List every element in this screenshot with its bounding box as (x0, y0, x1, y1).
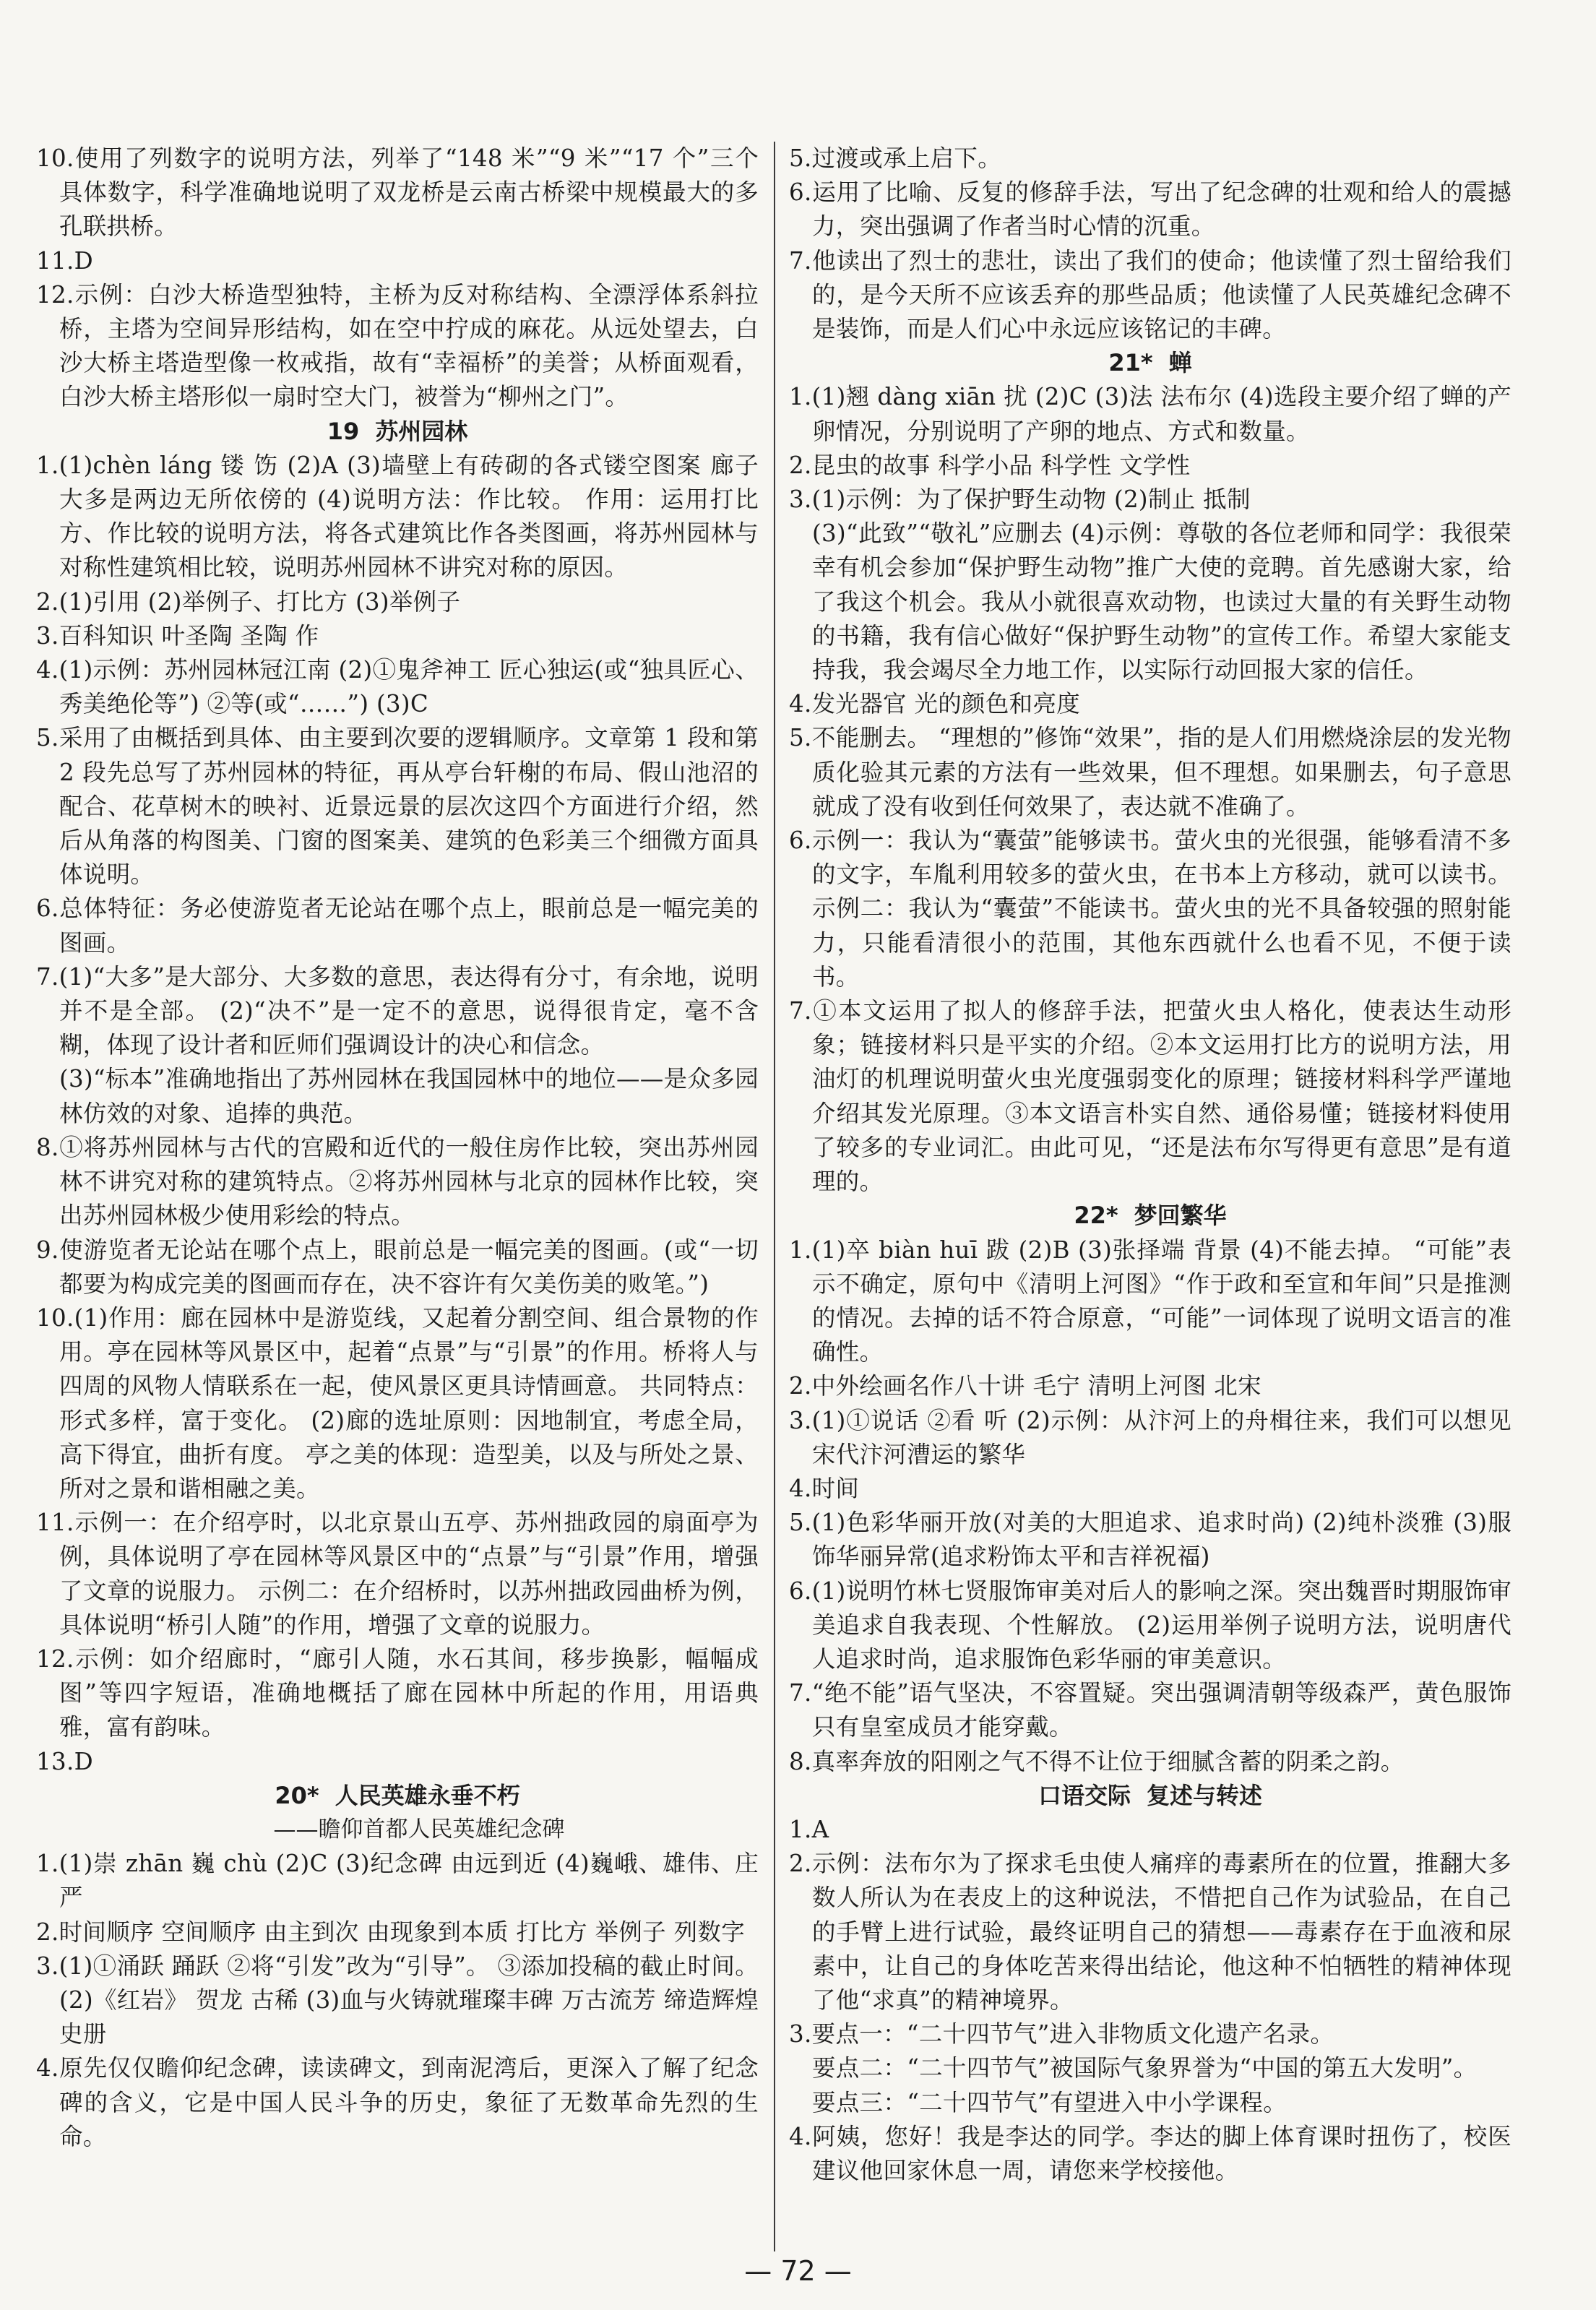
answer-item: 6.总体特征：务必使游览者无论站在哪个点上，眼前总是一幅完美的图画。 (36, 895, 759, 957)
answer-item: 2.时间顺序 空间顺序 由主到次 由现象到本质 打比方 举例子 列数字 (36, 1918, 745, 1946)
section-heading (789, 346, 1511, 380)
answer-item: 7.①本文运用了拟人的修辞手法，把萤火虫人格化，使表达生动形象；链接材料只是平实的介绍。②本文运用打比方的说明方法，用油灯的机理说明萤火虫光度强弱变化的原理；链接材料科学严谨地介绍其发光原理。③本文语言朴实自然、通俗易懂；链接材料使用了较多的专业词汇。由此可见，“还是法布尔写得更有意思”是有道理的。 (789, 997, 1511, 1196)
answer-item: 1.(1)chèn láng 镂 饬 (2)A (3)墙壁上有砖砌的各式镂空图案 廊子大多是两边无所依傍的 (4)说明方法：作比较。 作用：运用打比方、作比较的说明方法，将各式建筑比作各类图画，将苏州园林与对称性建筑相比较，说明苏州园林不讲究对称的原因。 (36, 451, 759, 582)
answer-item: 11.D (36, 246, 93, 275)
answer-item: 4.(1)示例：苏州园林冠江南 (2)①鬼斧神工 匠心独运(或“独具匠心、秀美绝伦等”) ②等(或“……”) (3)C (36, 656, 759, 718)
answer-item: 7.他读出了烈士的悲壮，读出了我们的使命；他读懂了烈士留给我们的，是今天所不应该丢弃的那些品质；他读懂了人民英雄纪念碑不是装饰，而是人们心中永远应该铭记的丰碑。 (789, 246, 1511, 343)
answer-item: 5.采用了由概括到具体、由主要到次要的逻辑顺序。文章第 1 段和第 2 段先总写了苏州园林的特征，再从亭台轩榭的布局、假山池沼的配合、花草树木的映衬、近景远景的层次这四个方面进行介绍，然后从角落的构图美、门窗的图案美、建筑的色彩美三个细微方面具体说明。 (36, 724, 759, 889)
section-number: 口语交际 (1038, 1781, 1131, 1809)
answer-item: (3)“此致”“敬礼”应删去 (4)示例：尊敬的各位老师和同学：我很荣幸有机会参加“保护野生动物”推广大使的竞聘。首先感谢大家，给了我这个机会。我从小就很喜欢动物，也读过大量的有关野生动物的书籍，我有信心做好“保护野生动物”的宣传工作。希望大家能支持我，我会竭尽全力地工作，以实际行动回报大家的信任。 (812, 520, 1511, 684)
answer-item: 12.示例：白沙大桥造型独特，主桥为反对称结构、全漂浮体系斜拉桥，主塔为空间异形结构，如在空中拧成的麻花。从远处望去，白沙大桥主塔造型像一枚戒指，故有“幸福桥”的美誉；从桥面观看，白沙大桥主塔形似一扇时空大门，被誉为“柳州之门”。 (36, 280, 759, 411)
section-heading (789, 1199, 1511, 1233)
answer-item: 8.①将苏州园林与古代的宫殿和近代的一般住房作比较，突出苏州园林不讲究对称的建筑特点。②将苏州园林与北京的园林作比较，突出苏州园林极少使用彩绘的特点。 (36, 1133, 759, 1230)
answer-item: 1.(1)崇 zhān 巍 chù (2)C (3)纪念碑 由远到近 (4)巍峨、雄伟、庄严 (36, 1850, 759, 1912)
page-number: — 72 — (744, 2255, 852, 2287)
answer-item: 6.示例一：我认为“囊萤”能够读书。萤火虫的光很强，能够看清不多的文字，车胤利用较多的萤火虫，在书本上方移动，就可以读书。 示例二：我认为“囊萤”不能读书。萤火虫的光不具备较强的照射能力，只能看清很小的范围，其他东西就什么也看不见，不便于读书。 (789, 827, 1511, 991)
answer-item: 3.(1)示例：为了保护野生动物 (2)制止 抵制 (789, 486, 1251, 514)
answer-item: 3.(1)①涌跃 踊跃 ②将“引发”改为“引导”。 ③添加投稿的截止时间。 (2)《红岩》 贺龙 古稀 (3)血与火铸就璀璨丰碑 万古流芳 缔造辉煌史册 (36, 1952, 759, 2048)
answer-item: 4.原先仅仅瞻仰纪念碑，读读碑文，到南泥湾后，更深入了解了纪念碑的含义，它是中国人民斗争的历史，象征了无数革命先烈的生命。 (36, 2054, 759, 2150)
right-column (789, 142, 1511, 2188)
answer-item: 4.时间 (789, 1474, 860, 1502)
column-divider (774, 142, 775, 2251)
answer-item: 6.(1)说明竹林七贤服饰审美对后人的影响之深。突出魏晋时期服饰审美追求自我表现、个性解放。 (2)运用举例子说明方法，说明唐代人追求时尚，追求服饰色彩华丽的审美意识。 (789, 1577, 1511, 1673)
answer-item: 3.百科知识 叶圣陶 圣陶 作 (36, 621, 319, 650)
answer-item: 7.(1)“大多”是大部分、大多数的意思，表达得有分寸，有余地，说明并不是全部。 (2)“决不”是一定不的意思，说得很肯定，毫不含糊，体现了设计者和匠师们强调设计的决心和信念。 (36, 962, 759, 1059)
answer-item: 4.阿姨，您好！我是李达的同学。李达的脚上体育课时扭伤了，校医建议他回家休息一周，请您来学校接他。 (789, 2122, 1511, 2184)
section-number: 22* (1074, 1202, 1118, 1230)
section-title: 苏州园林 (375, 417, 468, 445)
answer-item: 3.要点一：“二十四节气”进入非物质文化遗产名录。 (789, 2020, 1334, 2048)
answer-item: 8.真率奔放的阳刚之气不得不让位于细腻含蓄的阴柔之韵。 (789, 1747, 1405, 1775)
answer-item: 11.示例一：在介绍亭时，以北京景山五亭、苏州拙政园的扇面亭为例，具体说明了亭在园林等风景区中的“点景”与“引景”作用，增强了文章的说服力。 示例二：在介绍桥时，以苏州拙政园曲桥为例，具体说明“桥引人随”的作用，增强了文章的说服力。 (36, 1509, 759, 1639)
section-number: 21* (1108, 349, 1153, 377)
answer-item: 1.(1)卒 biàn huī 跋 (2)B (3)张择端 背景 (4)不能去掉。 “可能”表示不确定，原句中《清明上河图》“作于政和至宣和年间”只是推测的情况。去掉的话不符合原意，“可能”一词体现了说明文语言的准确性。 (789, 1236, 1511, 1366)
answer-item: 13.D (36, 1747, 93, 1775)
answer-item: 4.发光器官 光的颜色和亮度 (789, 690, 1081, 718)
answer-item: 9.使游览者无论站在哪个点上，眼前总是一幅完美的图画。(或“一切都要为构成完美的图画而存在，决不容许有欠美伤美的败笔。”) (36, 1236, 759, 1298)
section-title: 人民英雄永垂不朽 (335, 1781, 520, 1809)
section-heading (36, 1779, 759, 1813)
section-title: 蝉 (1168, 349, 1192, 377)
answer-item: 2.昆虫的故事 科学小品 科学性 文学性 (789, 451, 1191, 479)
left-column (36, 142, 759, 2154)
answer-item: 1.(1)翘 dàng xiān 扰 (2)C (3)法 法布尔 (4)选段主要介绍了蝉的产卵情况，分别说明了产卵的地点、方式和数量。 (789, 383, 1511, 445)
answer-item: 10.(1)作用：廊在园林中是游览线，又起着分割空间、组合景物的作用。亭在园林等风景区中，起着“点景”与“引景”的作用。桥将人与四周的风物人情联系在一起，使风景区更具诗情画意。 共同特点：形式多样，富于变化。 (2)廊的选址原则：因地制宜，考虑全局，高下得宜，曲折有度。 亭之美的体现：造型美，以及与所处之景、所对之景和谐相融之美。 (36, 1303, 759, 1502)
answer-item: 6.运用了比喻、反复的修辞手法，写出了纪念碑的壮观和给人的震撼力，突出强调了作者当时心情的沉重。 (789, 178, 1511, 241)
answer-item: 要点二：“二十四节气”被国际气象界誉为“中国的第五大发明”。 (812, 2054, 1478, 2082)
answer-item: 2.中外绘画名作八十讲 毛宁 清明上河图 北宋 (789, 1372, 1261, 1400)
answer-item: 3.(1)①说话 ②看 听 (2)示例：从汴河上的舟楫往来，我们可以想见宋代汴河漕运的繁华 (789, 1406, 1511, 1468)
answer-item: 2.(1)引用 (2)举例子、打比方 (3)举例子 (36, 587, 461, 616)
answer-item: 1.A (789, 1815, 829, 1843)
section-number: 20* (275, 1781, 319, 1809)
answer-item: 5.(1)色彩华丽开放(对美的大胆追求、追求时尚) (2)纯朴淡雅 (3)服饰华丽异常(追求粉饰太平和吉祥祝福) (789, 1509, 1511, 1571)
answer-item: 要点三：“二十四节气”有望进入中小学课程。 (812, 2088, 1287, 2116)
section-title: 复述与转述 (1147, 1781, 1263, 1809)
answer-item: (3)“标本”准确地指出了苏州园林在我国园林中的地位——是众多园林仿效的对象、追捧的典范。 (59, 1065, 759, 1127)
section-number: 19 (327, 417, 360, 445)
section-heading (789, 1779, 1511, 1813)
answer-item: 7.“绝不能”语气坚决，不容置疑。突出强调清朝等级森严，黄色服饰只有皇室成员才能穿戴。 (789, 1679, 1511, 1741)
section-title: 梦回繁华 (1134, 1202, 1227, 1230)
answer-item: 5.过渡或承上启下。 (789, 145, 1002, 172)
answer-item: 10.使用了列数字的说明方法，列举了“148 米”“9 米”“17 个”三个具体数字，科学准确地说明了双龙桥是云南古桥梁中规模最大的多孔联拱桥。 (36, 145, 759, 241)
answer-item: 2.示例：法布尔为了探求毛虫使人痛痒的毒素所在的位置，推翻大多数人所认为在表皮上的这种说法，不惜把自己作为试验品，在自己的手臂上进行试验，最终证明自己的猜想——毒素存在于血液和尿素中，让自己的身体吃苦来得出结论，他这种不怕牺牲的精神体现了他“求真”的精神境界。 (789, 1850, 1511, 2014)
section-heading (36, 415, 759, 449)
section-subtitle: ——瞻仰首都人民英雄纪念碑 (273, 1816, 565, 1843)
answer-item: 12.示例：如介绍廊时，“廊引人随，水石其间，移步换影，幅幅成图”等四字短语，准确地概括了廊在园林中所起的作用，用语典雅，富有韵味。 (36, 1645, 759, 1741)
answer-item: 5.不能删去。 “理想的”修饰“效果”，指的是人们用燃烧涂层的发光物质化验其元素的方法有一些效果，但不理想。如果删去，句子意思就成了没有收到任何效果了，表达就不准确了。 (789, 724, 1511, 820)
